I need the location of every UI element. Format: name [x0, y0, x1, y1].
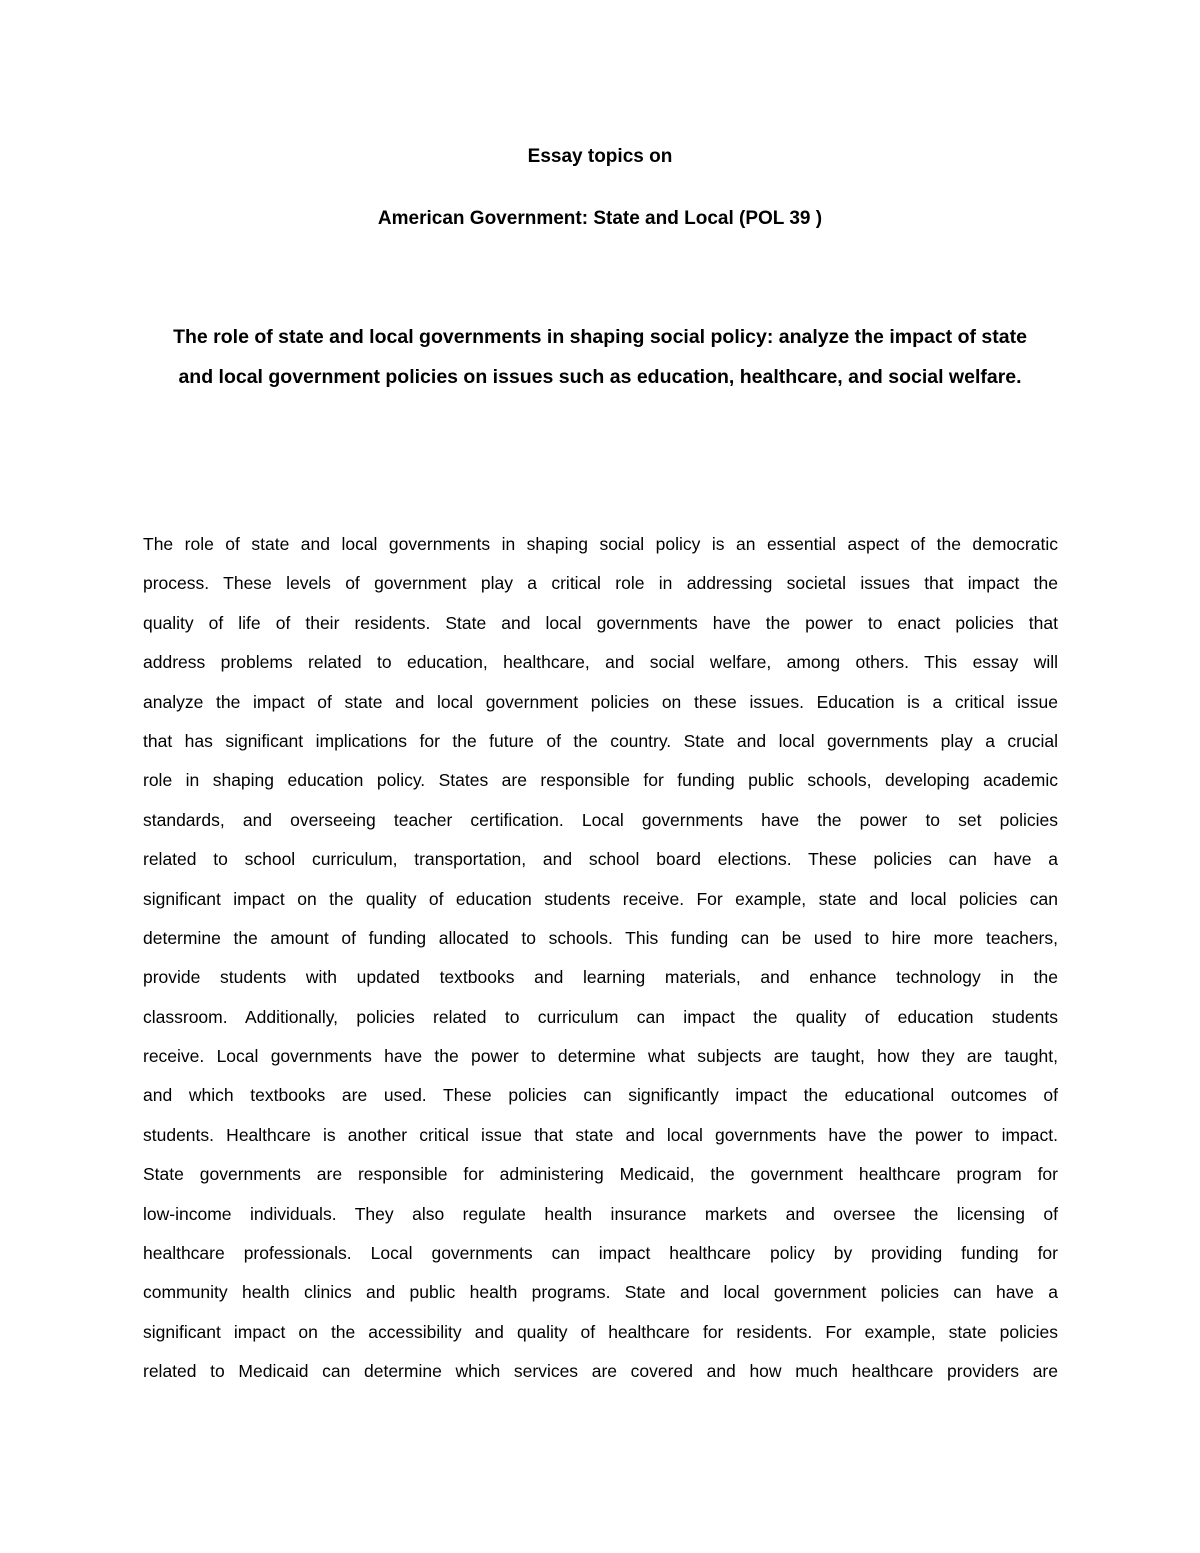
body-line: community health clinics and public health programs. State and local government policies can have a [143, 1282, 1058, 1303]
body-line: process. These levels of government play a critical role in addressing societal issues that impact the [143, 573, 1058, 594]
document-title: Essay topics on [527, 146, 673, 167]
body-line: healthcare professionals. Local governments can impact healthcare policy by providing funding for [143, 1243, 1058, 1264]
essay-body [143, 525, 1058, 1392]
body-line: related to school curriculum, transportation, and school board elections. These policies can have a [143, 849, 1058, 870]
body-line: classroom. Additionally, policies related to curriculum can impact the quality of education students [143, 1006, 1058, 1027]
body-line: role in shaping education policy. States are responsible for funding public schools, developing academic [143, 770, 1058, 791]
essay-heading-line: The role of state and local governments in shaping social policy: analyze the impact of state [173, 326, 1027, 348]
body-line: significant impact on the quality of education students receive. For example, state and local policies can [143, 888, 1058, 909]
body-line: address problems related to education, healthcare, and social welfare, among others. This essay will [143, 652, 1058, 673]
body-line: related to Medicaid can determine which services are covered and how much healthcare providers are [143, 1361, 1058, 1382]
body-line: provide students with updated textbooks and learning materials, and enhance technology in the [143, 967, 1058, 988]
body-line: significant impact on the accessibility and quality of healthcare for residents. For example, state policies [143, 1321, 1058, 1342]
body-line: that has significant implications for the future of the country. State and local governments play a crucial [143, 730, 1058, 751]
essay-heading [143, 317, 1057, 397]
body-line: and which textbooks are used. These policies can significantly impact the educational outcomes of [143, 1085, 1058, 1106]
essay-heading-line: and local government policies on issues such as education, healthcare, and social welfare. [178, 366, 1022, 388]
body-line: quality of life of their residents. State and local governments have the power to enact policies that [143, 612, 1058, 633]
body-line: low-income individuals. They also regulate health insurance markets and oversee the licensing of [143, 1203, 1058, 1224]
body-line: standards, and overseeing teacher certification. Local governments have the power to set policies [143, 809, 1058, 830]
body-line: determine the amount of funding allocated to schools. This funding can be used to hire more teachers, [143, 927, 1058, 948]
body-line: The role of state and local governments in shaping social policy is an essential aspect of the democratic [143, 534, 1058, 554]
body-line: students. Healthcare is another critical issue that state and local governments have the power to impact. [143, 1124, 1058, 1145]
body-line: State governments are responsible for administering Medicaid, the government healthcare program for [143, 1164, 1058, 1185]
course-title: American Government: State and Local (POL 39 ) [377, 208, 823, 229]
body-line: receive. Local governments have the power to determine what subjects are taught, how they are taught, [143, 1046, 1058, 1067]
body-line: analyze the impact of state and local government policies on these issues. Education is a critical issue [143, 691, 1058, 712]
